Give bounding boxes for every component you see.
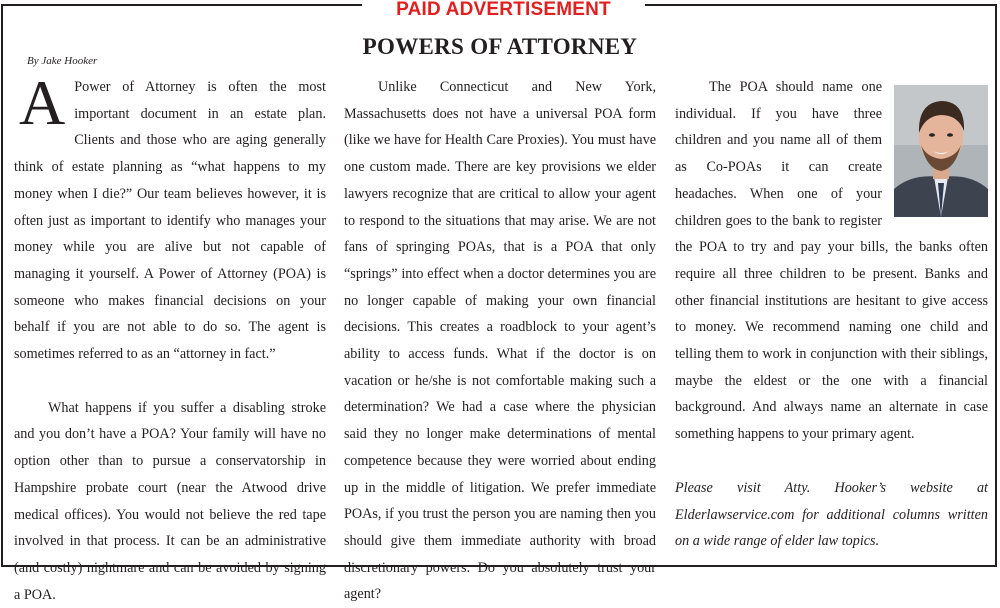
paragraph-name-one-individual: The POA should name one individual. If you have three children and you name all of them as Co-POAs it can create headaches. When one of your children goes to the bank to register the POA to try and pay your bills, the banks often require all three children to be present. Banks and other financial institutions are hesitant to give access to money. We recommend naming one child and telling them to work in conjunction with their siblings, maybe the eldest or the one with a financial background. And always name an alternate in case something happens to your primary agent. [675,79,988,443]
drop-cap: A [19,67,66,138]
column-2 [344,74,656,608]
paragraph-intro-text: Power of Attorney is often the most important document in an estate plan. Clients and those who are aging generally think of estate planning as “what happens to my money when I die?” Our team believes however, it is often just as important to identify who manages your money while you are alive but not capable of managing it yourself. A Power of Attorney (POA) is someone who makes financial decisions on your behalf if you are not able to do so. The agent is sometimes referred to as an “attorney in fact.” [14,79,326,363]
paragraph-springing-poa: Unlike Connecticut and New York, Massachusetts does not have a universal POA form (like we have for Health Care Proxies). You must have one custom made. There are key provisions we elder lawyers recognize that are critical to allow your agent to respond to the situations that may arise. We are not fans of springing POAs, that is a POA that only “springs” into effect when a doctor determines you are no longer capable of making your own financial decisions. This creates a roadblock to your agent’s ability to access funds. What if the doctor is on vacation or he/she is not comfortable making such a determination? We had a case where the physician said they no longer make determinations of mental competence because they were worried about ending up in the middle of litigation. We prefer immediate POAs, if you trust the person you are naming then you should give them immediate authority with broad discretionary powers. Do you absolutely trust your agent? [344,79,656,603]
column-3 [675,74,988,555]
article-title: POWERS OF ATTORNEY [362,34,638,59]
paragraph-intro [14,67,326,368]
byline: By Jake Hooker [27,55,98,67]
paid-advertisement-label: PAID ADVERTISEMENT [362,0,645,20]
paragraph-stroke: What happens if you suffer a disabling stroke and you don’t have a POA? Your family will have no option other than to pursue a conservatorship in Hampshire probate court (near the Atwood drive medical offices). You would not believe the red tape involved in that process. It can be an administrative (and costly) nightmare and can be avoided by signing a POA. [14,399,326,603]
author-photo [894,85,988,217]
website-note: Please visit Atty. Hooker’s website at Elderlawservice.com for additional columns written on a wide range of elder law topics. [675,479,988,550]
column-1 [14,67,326,608]
